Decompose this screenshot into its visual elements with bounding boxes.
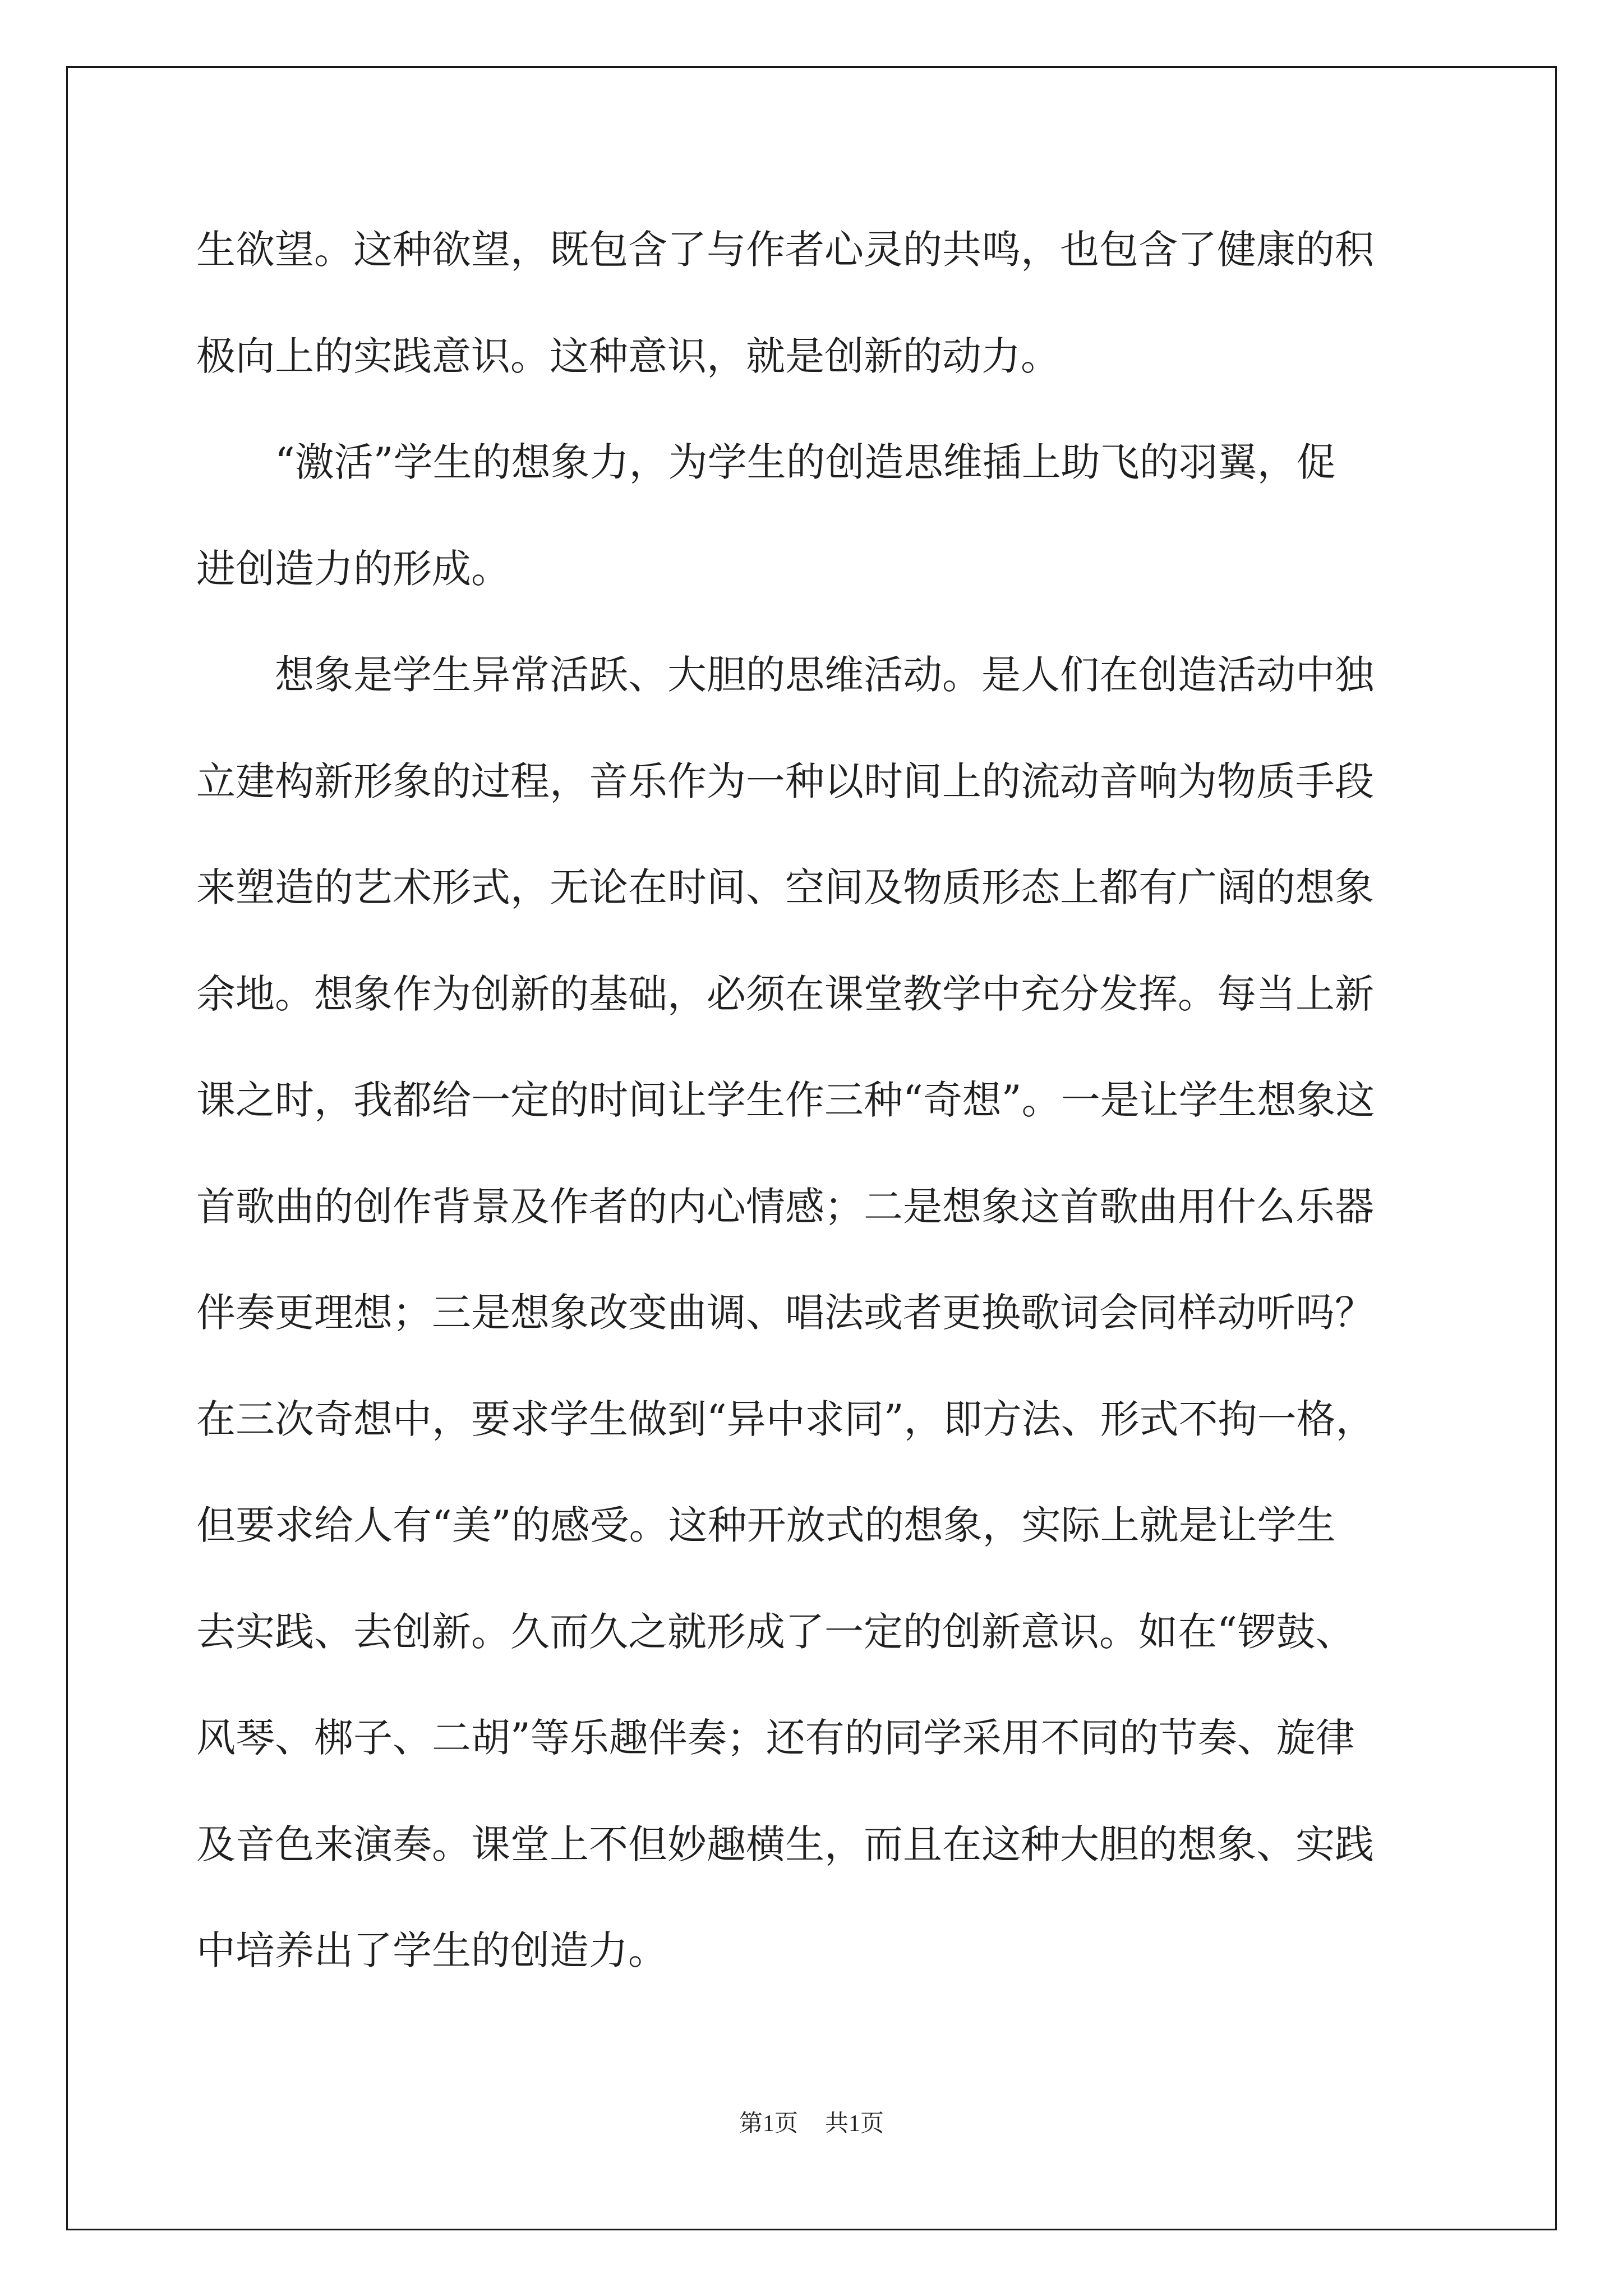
text-line: “激活”学生的想象力，为学生的创造思维插上助飞的羽翼，促	[196, 439, 1336, 485]
page-footer	[0, 2107, 1623, 2141]
text-line: 伴奏更理想；三是想象改变曲调、唱法或者更换歌词会同样动听吗？	[196, 1290, 1374, 1336]
text-line: 立建构新形象的过程，音乐作为一种以时间上的流动音响为物质手段	[196, 758, 1374, 804]
text-line: 去实践、去创新。久而久之就形成了一定的创新意识。如在“锣鼓、	[196, 1608, 1355, 1655]
page-number: 第1页	[739, 2111, 798, 2137]
paragraph-3	[196, 647, 1441, 2029]
paragraph-1	[196, 222, 1441, 434]
document-body	[196, 222, 1441, 2029]
text-line: 生欲望。这种欲望，既包含了与作者心灵的共鸣，也包含了健康的积	[196, 227, 1374, 273]
text-line: 进创造力的形成。	[196, 545, 510, 592]
text-line: 来塑造的艺术形式，无论在时间、空间及物质形态上都有广阔的想象	[196, 864, 1374, 910]
text-line: 及音色来演奏。课堂上不但妙趣横生，而且在这种大胆的想象、实践	[196, 1821, 1374, 1867]
text-line: 在三次奇想中，要求学生做到“异中求同”，即方法、形式不拘一格，	[196, 1396, 1375, 1442]
page-total: 共1页	[825, 2111, 884, 2137]
paragraph-2	[196, 434, 1441, 647]
text-line: 极向上的实践意识。这种意识，就是创新的动力。	[196, 333, 1060, 379]
text-line: 但要求给人有“美”的感受。这种开放式的想象，实际上就是让学生	[196, 1502, 1336, 1548]
text-line: 风琴、梆子、二胡”等乐趣伴奏；还有的同学采用不同的节奏、旋律	[196, 1715, 1355, 1761]
text-line: 中培养出了学生的创造力。	[196, 1927, 667, 1973]
text-line: 课之时，我都给一定的时间让学生作三种“奇想”。一是让学生想象这	[196, 1077, 1375, 1123]
text-line: 首歌曲的创作背景及作者的内心情感；二是想象这首歌曲用什么乐器	[196, 1183, 1374, 1230]
text-line: 想象是学生异常活跃、大胆的思维活动。是人们在创造活动中独	[196, 652, 1374, 698]
text-line: 余地。想象作为创新的基础，必须在课堂教学中充分发挥。每当上新	[196, 970, 1374, 1017]
